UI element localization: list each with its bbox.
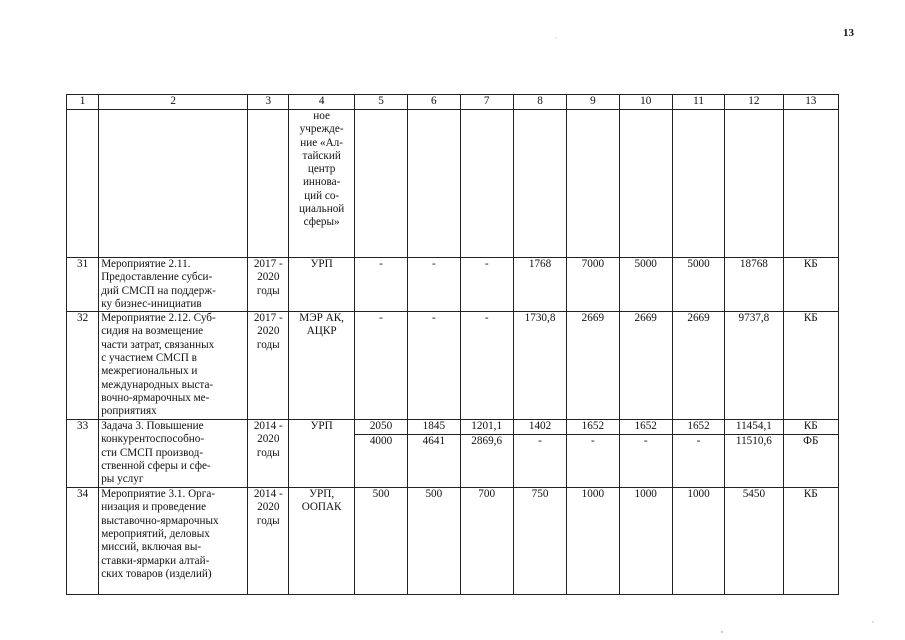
name-line: Предоставление субси-: [101, 271, 213, 284]
value-cell: 1201,1: [460, 420, 513, 435]
column-number: 3: [248, 95, 289, 110]
value-cell: 2050: [354, 420, 407, 435]
period-cell: [248, 258, 289, 312]
name-line: Мероприятие 2.12. Суб-: [101, 312, 216, 325]
executor-line: УРП: [310, 258, 333, 270]
name-line: ственной сферы и сфе-: [101, 460, 211, 473]
period-cell: [248, 110, 289, 258]
period-cell: [248, 488, 289, 595]
executor-cell: [289, 312, 354, 420]
value-cell: [354, 110, 407, 258]
period-line: 2014 -: [253, 488, 283, 501]
name-line: международных выста-: [101, 378, 214, 391]
name-line: мероприятий, деловых: [101, 528, 210, 541]
total-cell: 18768: [725, 258, 783, 312]
value-cell: [619, 110, 672, 258]
period-line: годы: [256, 514, 280, 527]
executor-line: сферы»: [303, 216, 340, 229]
value-cell: -: [460, 312, 513, 420]
column-number: 12: [725, 95, 783, 110]
period-cell: [248, 312, 289, 420]
name-line: конкурентоспособно-: [101, 433, 205, 446]
name-line: Мероприятие 3.1. Орга-: [101, 488, 216, 501]
source-cell: КБ: [783, 258, 838, 312]
source-cell: КБ: [783, 420, 838, 435]
period-line: годы: [256, 446, 280, 459]
total-cell: 11454,1: [725, 420, 783, 435]
name-line: Мероприятие 2.11.: [101, 258, 191, 270]
period-line: 2020: [257, 325, 280, 338]
column-number: 9: [567, 95, 619, 110]
executor-cell: [289, 420, 354, 488]
name-line: выставочно-ярмарочных: [101, 514, 219, 527]
column-number: 8: [513, 95, 566, 110]
period-cell: [248, 420, 289, 488]
value-cell: 5000: [672, 258, 724, 312]
executor-line: ций со-: [304, 189, 340, 202]
value-cell: 1000: [672, 488, 724, 595]
total-cell: [725, 110, 783, 258]
table-row: [67, 420, 839, 435]
period-line: 2017 -: [253, 312, 283, 325]
row-number-cell: 31: [67, 258, 99, 312]
executor-line: УРП: [310, 420, 333, 433]
budget-table: [66, 94, 839, 595]
value-cell: 2669: [619, 312, 672, 420]
value-cell: [513, 110, 566, 258]
row-number-cell: [67, 110, 99, 258]
executor-line: АЦКР: [306, 325, 337, 338]
column-number: 5: [354, 95, 407, 110]
value-cell: 1768: [513, 258, 566, 312]
name-line: миссий, включая вы-: [101, 541, 202, 554]
source-cell: [783, 110, 838, 258]
name-line: вочно-ярмарочных ме-: [101, 391, 210, 404]
value-cell: -: [619, 435, 672, 488]
period-line: 2017 -: [253, 258, 283, 270]
value-cell: 500: [408, 488, 460, 595]
column-number: 10: [619, 95, 672, 110]
period-line: годы: [256, 284, 280, 297]
value-cell: 1000: [567, 488, 619, 595]
value-cell: 1845: [408, 420, 460, 435]
column-number: 6: [408, 95, 460, 110]
value-cell: 750: [513, 488, 566, 595]
column-number: 7: [460, 95, 513, 110]
table-row: [67, 488, 839, 595]
speck: [556, 38, 557, 39]
period-line: 2014 -: [253, 420, 283, 433]
value-cell: -: [567, 435, 619, 488]
executor-line: иннова-: [302, 176, 341, 189]
value-cell: 2669: [672, 312, 724, 420]
executor-cell: [289, 110, 354, 258]
value-cell: 2869,6: [460, 435, 513, 488]
name-line: с участием СМСП в: [101, 352, 197, 365]
value-cell: [672, 110, 724, 258]
name-line: ских товаров (изделий): [101, 567, 212, 580]
name-line: ры услуг: [101, 473, 144, 486]
name-line: межрегиональных и: [101, 365, 198, 378]
value-cell: -: [672, 435, 724, 488]
name-line: части затрат, связанных: [101, 338, 215, 351]
executor-cell: [289, 258, 354, 312]
column-number: 1: [67, 95, 99, 110]
table-row-continuation: [67, 110, 839, 258]
measure-name-cell: [99, 258, 248, 312]
executor-line: циальной: [298, 203, 345, 216]
value-cell: 1652: [672, 420, 724, 435]
total-cell: 9737,8: [725, 312, 783, 420]
measure-name-cell: [99, 420, 248, 488]
value-cell: [567, 110, 619, 258]
total-cell: 5450: [725, 488, 783, 595]
value-cell: [460, 110, 513, 258]
source-cell: КБ: [783, 312, 838, 420]
value-cell: 1652: [567, 420, 619, 435]
column-number: 13: [783, 95, 838, 110]
value-cell: -: [354, 312, 407, 420]
measure-name-cell: [99, 110, 248, 258]
executor-line: ное: [313, 110, 330, 122]
period-line: 2020: [257, 501, 280, 514]
executor-cell: [289, 488, 354, 595]
table-row: [67, 312, 839, 420]
row-number-cell: 32: [67, 312, 99, 420]
value-cell: -: [408, 312, 460, 420]
speck: [721, 631, 722, 632]
executor-line: ние «Ал-: [300, 136, 343, 149]
name-line: ку бизнес-инициатив: [101, 297, 202, 310]
table-row: [67, 258, 839, 312]
executor-line: МЭР АК,: [299, 312, 344, 325]
name-line: ставки-ярмарки алтай-: [101, 554, 210, 567]
executor-line: ООПАК: [301, 501, 342, 514]
value-cell: 7000: [567, 258, 619, 312]
executor-line: УРП,: [309, 488, 335, 501]
value-cell: -: [354, 258, 407, 312]
value-cell: 500: [354, 488, 407, 595]
period-line: годы: [256, 338, 280, 351]
value-cell: 1000: [619, 488, 672, 595]
value-cell: 5000: [619, 258, 672, 312]
column-number-row: [67, 95, 839, 110]
source-cell: ФБ: [783, 435, 838, 488]
measure-name-cell: [99, 488, 248, 595]
name-line: Задача 3. Повышение: [101, 420, 204, 433]
value-cell: -: [513, 435, 566, 488]
row-number-cell: 33: [67, 420, 99, 488]
row-number-cell: 34: [67, 488, 99, 595]
value-cell: -: [460, 258, 513, 312]
page-number: 13: [843, 27, 854, 39]
total-cell: 11510,6: [725, 435, 783, 488]
name-line: роприятиях: [101, 405, 157, 418]
column-number: 4: [289, 95, 354, 110]
period-line: 2020: [257, 271, 280, 284]
column-number: 11: [672, 95, 724, 110]
name-line: дий СМСП на поддерж-: [101, 284, 216, 297]
value-cell: 700: [460, 488, 513, 595]
value-cell: 1402: [513, 420, 566, 435]
executor-line: центр: [307, 163, 336, 176]
period-line: 2020: [257, 433, 280, 446]
value-cell: [408, 110, 460, 258]
value-cell: 4641: [408, 435, 460, 488]
name-line: низация и проведение: [101, 501, 207, 514]
value-cell: 2669: [567, 312, 619, 420]
executor-line: тайский: [302, 149, 341, 162]
value-cell: -: [408, 258, 460, 312]
speck: [872, 621, 873, 622]
executor-line: учрежде-: [299, 123, 344, 136]
name-line: сидия на возмещение: [101, 325, 204, 338]
measure-name-cell: [99, 312, 248, 420]
value-cell: 4000: [354, 435, 407, 488]
value-cell: 1652: [619, 420, 672, 435]
name-line: сти СМСП производ-: [101, 446, 204, 459]
source-cell: КБ: [783, 488, 838, 595]
column-number: 2: [99, 95, 248, 110]
value-cell: 1730,8: [513, 312, 566, 420]
